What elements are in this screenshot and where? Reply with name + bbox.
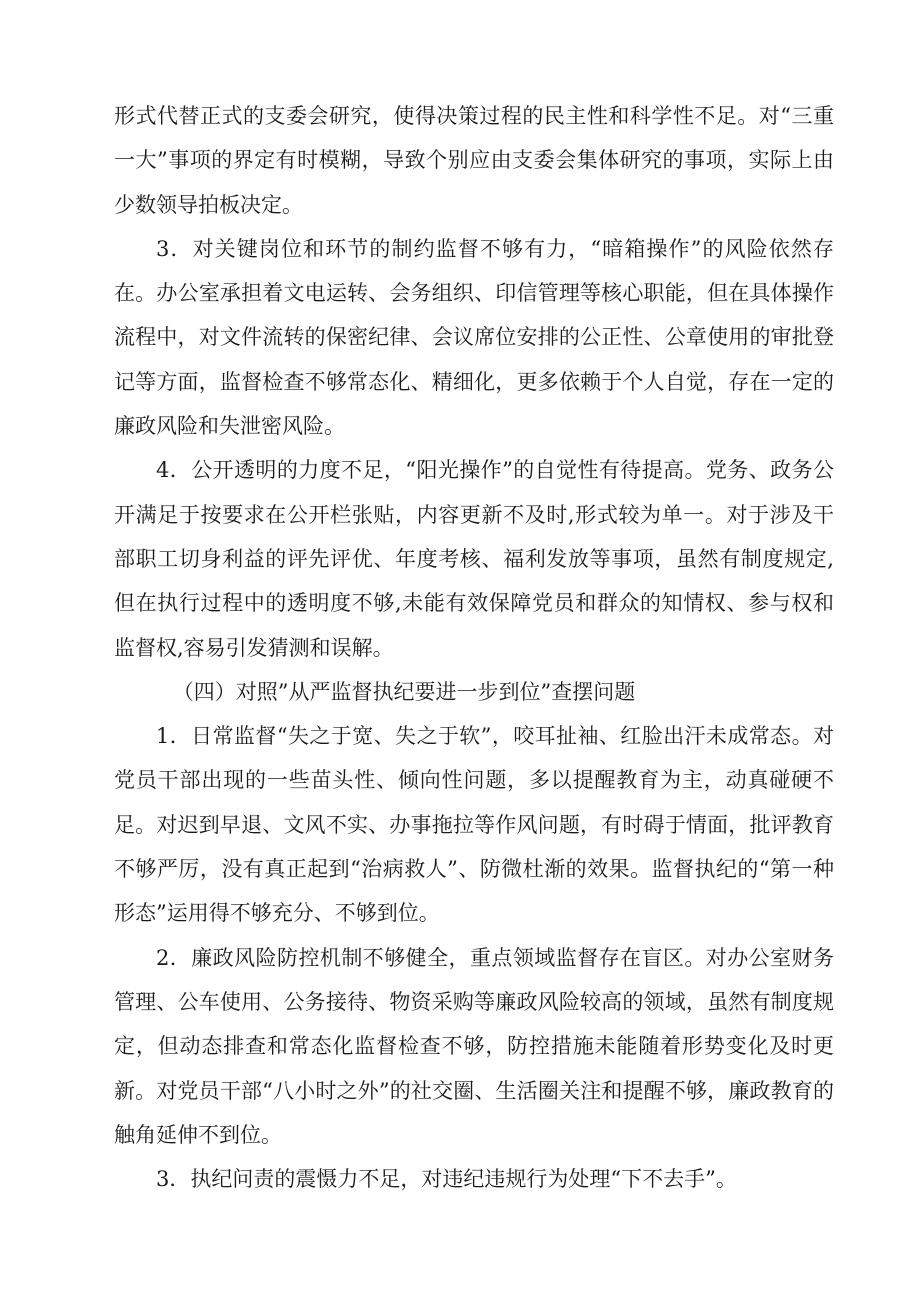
paragraph-continuation: 形式代替正式的支委会研究，使得决策过程的民主性和科学性不足。对“三重一大”事项的界定有时模糊，导致个别应由支委会集体研究的事项，实际上由少数领导拍板决定。 (114, 104, 834, 217)
paragraph-item-2: 2．廉政风险防控机制不够健全，重点领域监督存在盲区。对办公室财务管理、公车使用、公务接待、物资采购等廉政风险较高的领域，虽然有制度规定，但动态排查和常态化监督检查不够，防控措施未能随着形势变化及时更新。对党员干部“八小时之外”的社交圈、生活圈关注和提醒不够，廉政教育的触角延伸不到位。 (114, 945, 834, 1147)
paragraph-item-3b: 3．执纪问责的震慑力不足，对违纪违规行为处理“下不去手”。 (156, 1167, 737, 1192)
document-body (114, 94, 834, 1201)
paragraph-item-4: 4．公开透明的力度不足，“阳光操作”的自觉性有待提高。党务、政务公开满足于按要求在公开栏张贴，内容更新不及时,形式较为单一。对于涉及干部职工切身利益的评先评优、年度考核、福利发放等事项，虽然有制度规定,但在执行过程中的透明度不够,未能有效保障党员和群众的知情权、参与权和监督权,容易引发猜测和误解。 (114, 458, 834, 660)
paragraph-item-3: 3．对关键岗位和环节的制约监督不够有力，“暗箱操作”的风险依然存在。办公室承担着文电运转、会务组织、印信管理等核心职能，但在具体操作流程中，对文件流转的保密纪律、会议席位安排的公正性、公章使用的审批登记等方面，监督检查不够常态化、精细化，更多依赖于个人自觉，存在一定的廉政风险和失泄密风险。 (114, 236, 834, 439)
section-heading: （四）对照”从严监督执纪要进一步到位”查摆问题 (172, 679, 636, 704)
paragraph-item-1: 1．日常监督“失之于宽、失之于软”，咬耳扯袖、红脸出汗未成常态。对党员干部出现的一些苗头性、倾向性问题，多以提醒教育为主，动真碰硬不足。对迟到早退、文风不实、办事拖拉等作风问题，有时碍于情面，批评教育不够严厉，没有真正起到“治病救人”、防微杜渐的效果。监督执纪的“第一种形态”运用得不够充分、不够到位。 (114, 724, 834, 926)
